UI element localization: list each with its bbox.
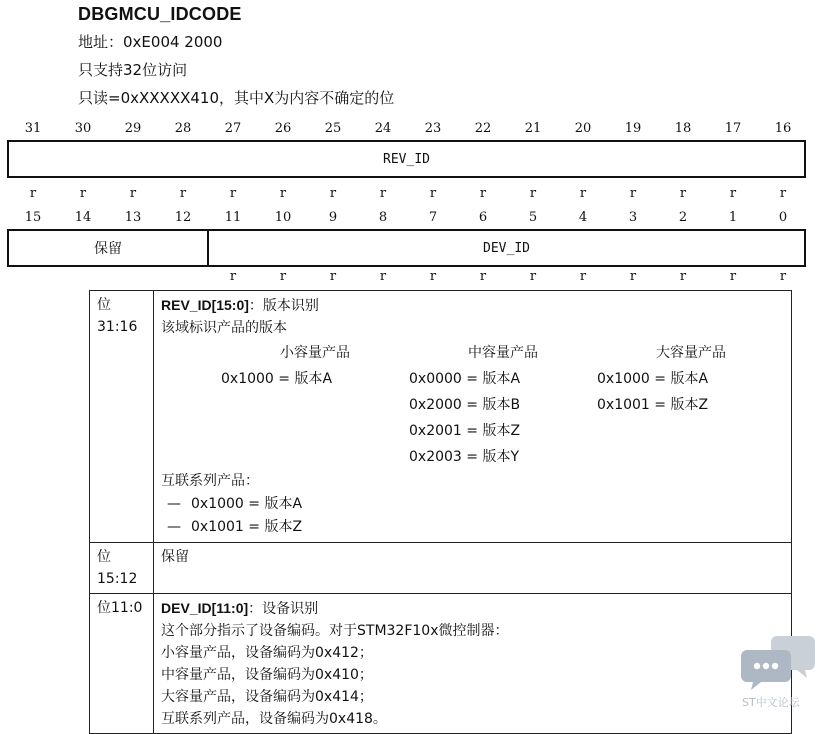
bit-number: 6 bbox=[478, 210, 488, 225]
connectivity-line-list bbox=[161, 470, 785, 539]
upper-bit-numbers bbox=[8, 119, 808, 139]
field-heading bbox=[161, 294, 785, 317]
bit-number: 5 bbox=[528, 210, 538, 225]
bit-number: 30 bbox=[74, 121, 92, 136]
upper-access-row bbox=[8, 184, 808, 204]
access-flag: r bbox=[179, 186, 187, 201]
reserved-description: 保留 bbox=[154, 543, 792, 594]
bit-number: 20 bbox=[574, 121, 592, 136]
dash-bullet: — bbox=[167, 519, 181, 535]
access-flag: r bbox=[129, 186, 137, 201]
bit-number: 24 bbox=[374, 121, 392, 136]
access-flag: r bbox=[779, 186, 787, 201]
dev-id-field: DEV_ID bbox=[483, 240, 530, 256]
access-flag: r bbox=[379, 186, 387, 201]
field-heading bbox=[161, 597, 785, 620]
bit-number: 27 bbox=[224, 121, 242, 136]
access-flag: r bbox=[529, 186, 537, 201]
access-flag: r bbox=[79, 186, 87, 201]
list-item bbox=[161, 516, 785, 539]
table-row-dev-id bbox=[90, 594, 792, 734]
bit-number: 0 bbox=[778, 210, 788, 225]
field-name: REV_ID[15:0] bbox=[161, 297, 249, 313]
version-value: 0x2000 = 版本B bbox=[409, 397, 521, 413]
access-flag: r bbox=[329, 186, 337, 201]
bit-number: 10 bbox=[274, 210, 292, 225]
bit-number: 25 bbox=[324, 121, 342, 136]
access-flag: r bbox=[429, 186, 437, 201]
bit-number: 28 bbox=[174, 121, 192, 136]
bit-number: 31 bbox=[24, 121, 42, 136]
bit-number: 11 bbox=[224, 210, 242, 225]
bit-range: 位31:16 bbox=[90, 291, 154, 543]
bit-number: 26 bbox=[274, 121, 292, 136]
bit-number: 18 bbox=[674, 121, 692, 136]
field-name-suffix: ：版本识别 bbox=[248, 298, 319, 314]
register-title: DBGMCU_IDCODE bbox=[78, 4, 242, 24]
access-flag: r bbox=[479, 186, 487, 201]
field-name: DEV_ID[11:0] bbox=[161, 600, 249, 616]
version-value: 0x0000 = 版本A bbox=[409, 371, 521, 387]
field-summary: 该域标识产品的版本 bbox=[161, 320, 287, 336]
access-flag: r bbox=[729, 186, 737, 201]
access-flag: r bbox=[329, 269, 337, 284]
access-flag: r bbox=[579, 269, 587, 284]
dev-id-description bbox=[154, 594, 792, 734]
description-line: 小容量产品，设备编码为0x412； bbox=[161, 645, 373, 661]
density-version-grid bbox=[221, 340, 785, 470]
field-description-table bbox=[89, 290, 792, 734]
bit-number: 16 bbox=[774, 121, 792, 136]
description-line: 互联系列产品，设备编码为0x418。 bbox=[161, 711, 387, 727]
register-reset-value: 只读=0xXXXXX410，其中X为内容不确定的位 bbox=[78, 89, 395, 107]
access-flag: r bbox=[679, 186, 687, 201]
medium-density-column bbox=[409, 340, 597, 470]
version-value: 0x1000 = 版本A bbox=[221, 371, 333, 387]
version-value: 0x2003 = 版本Y bbox=[409, 449, 520, 465]
access-flag: r bbox=[629, 186, 637, 201]
column-header: 大容量产品 bbox=[656, 345, 726, 361]
lower-register-box bbox=[7, 229, 806, 267]
version-value: 0x1000 = 版本A bbox=[597, 371, 709, 387]
lower-bit-numbers bbox=[8, 208, 808, 228]
bit-number: 13 bbox=[124, 210, 142, 225]
bit-number: 8 bbox=[378, 210, 388, 225]
bit-range: 位15:12 bbox=[90, 543, 154, 594]
table-row-rev-id bbox=[90, 291, 792, 543]
access-flag: r bbox=[29, 186, 37, 201]
dash-bullet: — bbox=[167, 496, 181, 512]
table-row-reserved bbox=[90, 543, 792, 594]
description-line: 中容量产品，设备编码为0x410； bbox=[161, 667, 373, 683]
access-flag: r bbox=[279, 186, 287, 201]
watermark-text: ST中文论坛 bbox=[742, 696, 800, 709]
version-value: 0x1001 = 版本Z bbox=[597, 397, 709, 413]
bit-number: 4 bbox=[578, 210, 588, 225]
access-flag: r bbox=[529, 269, 537, 284]
version-value: 0x1000 = 版本A bbox=[191, 496, 303, 512]
bit-number: 12 bbox=[174, 210, 192, 225]
column-header: 小容量产品 bbox=[280, 345, 350, 361]
list-item bbox=[161, 493, 785, 516]
description-line: 这个部分指示了设备编码。对于STM32F10x微控制器： bbox=[161, 623, 509, 639]
rev-id-field: REV_ID bbox=[383, 151, 430, 167]
bit-number: 2 bbox=[678, 210, 688, 225]
bit-number: 1 bbox=[728, 210, 738, 225]
access-flag: r bbox=[229, 186, 237, 201]
access-flag: r bbox=[629, 269, 637, 284]
access-flag: r bbox=[579, 186, 587, 201]
column-header: 中容量产品 bbox=[468, 345, 538, 361]
reserved-field: 保留 bbox=[94, 241, 122, 257]
lower-access-row bbox=[8, 267, 808, 287]
bit-number: 14 bbox=[74, 210, 92, 225]
upper-register-box bbox=[7, 140, 806, 178]
field-name-suffix: ：设备识别 bbox=[248, 601, 319, 617]
low-density-column bbox=[221, 340, 409, 470]
access-flag: r bbox=[429, 269, 437, 284]
access-flag: r bbox=[279, 269, 287, 284]
connectivity-label: 互联系列产品： bbox=[161, 473, 259, 489]
bit-number: 21 bbox=[524, 121, 542, 136]
bit-number: 22 bbox=[474, 121, 492, 136]
bit-number: 3 bbox=[628, 210, 638, 225]
access-flag: r bbox=[479, 269, 487, 284]
bit-number: 29 bbox=[124, 121, 142, 136]
bit-number: 17 bbox=[724, 121, 742, 136]
bit-number: 7 bbox=[428, 210, 438, 225]
register-access-note: 只支持32位访问 bbox=[78, 61, 188, 79]
bit-number: 9 bbox=[328, 210, 338, 225]
high-density-column bbox=[597, 340, 785, 470]
chat-bubbles-icon bbox=[741, 632, 817, 694]
access-flag: r bbox=[229, 269, 237, 284]
description-line: 大容量产品，设备编码为0x414； bbox=[161, 689, 373, 705]
register-address: 地址：0xE004 2000 bbox=[78, 33, 223, 51]
version-value: 0x1001 = 版本Z bbox=[191, 519, 303, 535]
access-flag: r bbox=[679, 269, 687, 284]
version-value: 0x2001 = 版本Z bbox=[409, 423, 521, 439]
bit-number: 23 bbox=[424, 121, 442, 136]
access-flag: r bbox=[379, 269, 387, 284]
bit-range: 位11:0 bbox=[90, 594, 154, 734]
rev-id-description bbox=[154, 291, 792, 543]
bit-number: 19 bbox=[624, 121, 642, 136]
bit-number: 15 bbox=[24, 210, 42, 225]
access-flag: r bbox=[779, 269, 787, 284]
access-flag: r bbox=[729, 269, 737, 284]
